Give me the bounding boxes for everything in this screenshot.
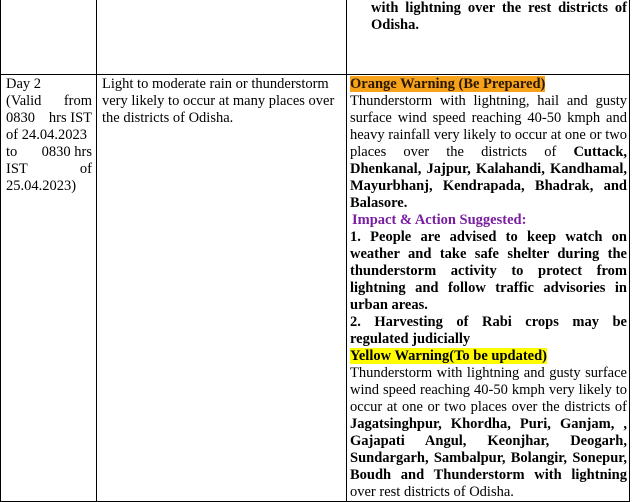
yellow-warning-heading: Yellow Warning(To be updated) <box>350 348 548 364</box>
impact-item-1: 1. People are advised to keep watch on weather and take safe shelter during the thunderstorm activity to protect from lightning and follow traffic advisories in urban areas. <box>350 229 627 313</box>
table-row-day2 <box>1 75 630 502</box>
yellow-warning-text: Thunderstorm with lightning and gusty surface wind speed reaching 40-50 kmph very likely to occur at one or two places over the districts of Jagatsinghpur, Khordha, Puri, Ganjam, , Gajapati Angul, Keonjhar, Deogarh, Sundargarh, Sambalpur, Bolangir, Sonepur, Boudh and Thunderstorm with lightning over rest districts of Odisha. <box>350 365 627 500</box>
day2-warning-cell <box>347 75 630 502</box>
day2-forecast-cell <box>97 75 347 502</box>
forecast-text: Light to moderate rain or thunderstorm very likely to occur at many places over the districts of Odisha. <box>102 76 335 126</box>
forecast-cell <box>97 0 347 75</box>
orange-warning-text: Thunderstorm with lightning, hail and gusty surface wind speed reaching 40-50 kmph and heavy rainfall very likely to occur at one or two places over the districts of Cuttack, Dhenkanal, Jajpur, Kalahandi, Kandhamal, Mayurbhanj, Kendrapada, Bhadrak, and Balasore. <box>350 93 628 211</box>
validity-period: (Valid from 0830 hrs IST of 24.04.2023 to 0830 hrs IST of 25.04.2023) <box>6 93 92 194</box>
impact-item-2: 2. Harvesting of Rabi crops may be regulated judicially <box>350 314 627 347</box>
warning-cell <box>347 0 630 75</box>
day-label: Day 2 <box>6 76 42 92</box>
day2-cell <box>1 75 97 502</box>
table-row-day1-end <box>1 0 630 75</box>
orange-warning-heading: Orange Warning (Be Prepared) <box>350 76 546 92</box>
warning-continuation-text: with lightning over the rest districts of Odisha. <box>371 0 627 33</box>
impact-heading: Impact & Action Suggested: <box>352 212 527 228</box>
day-cell <box>1 0 97 75</box>
